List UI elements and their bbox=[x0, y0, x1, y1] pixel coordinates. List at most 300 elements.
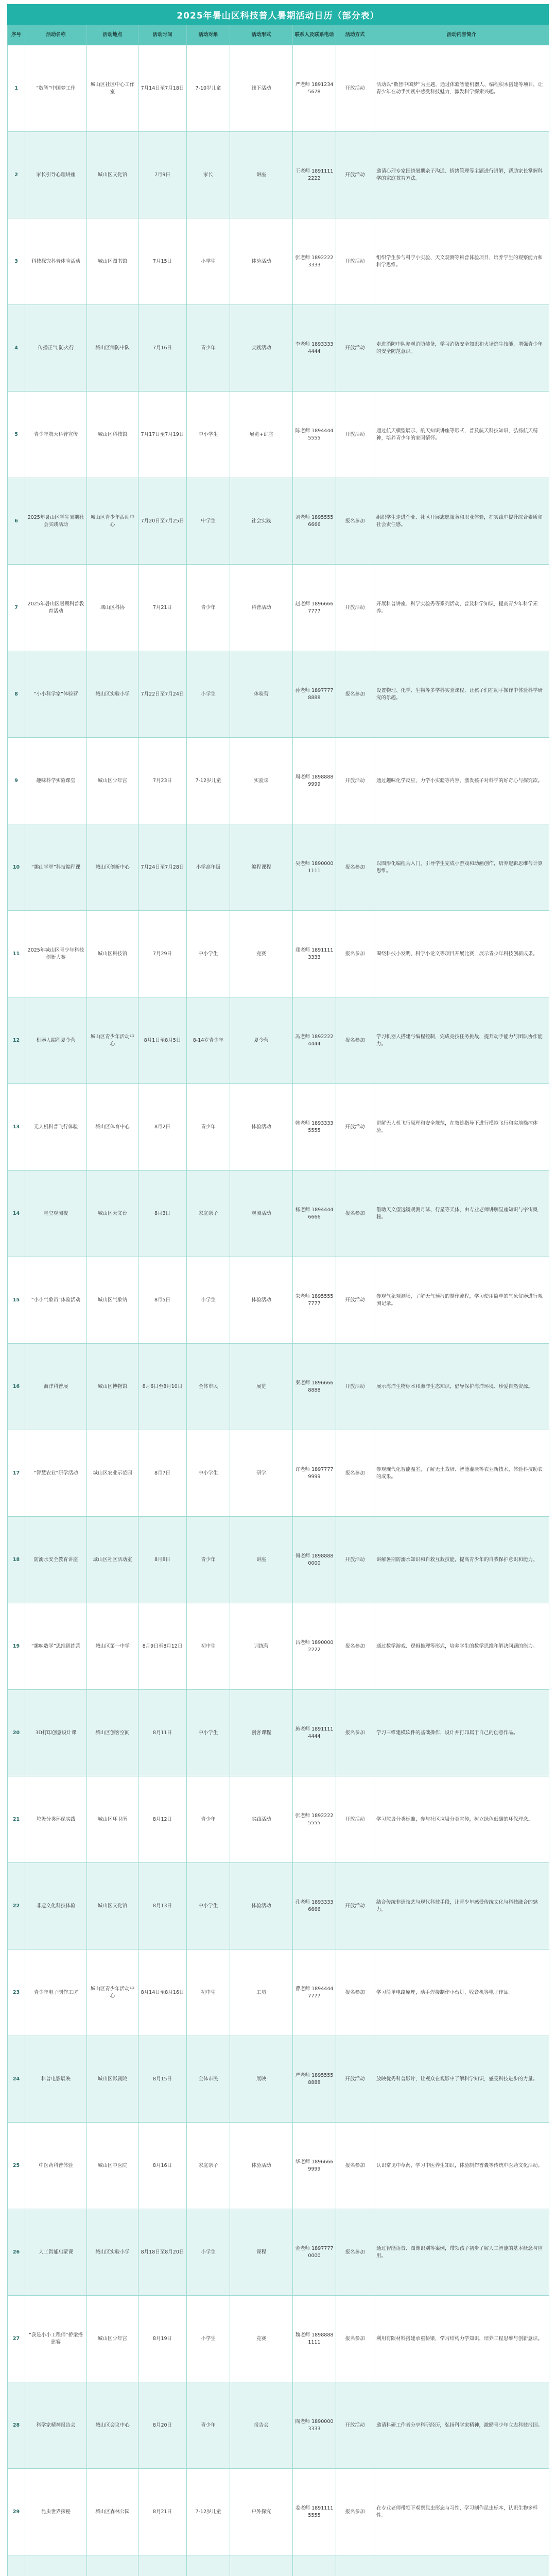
activity-description: 通过趣味化学反应、力学小实验等内容，激发孩子对科学的好奇心与探究欲。 bbox=[374, 738, 549, 824]
contact-info: 孔老师 18933336666 bbox=[293, 1863, 336, 1950]
activity-form: 体验活动 bbox=[230, 1257, 293, 1344]
activity-location: 城山区实验小学 bbox=[87, 651, 138, 738]
activity-form: 社会实践 bbox=[230, 478, 293, 565]
activity-name: 人工智能启蒙课 bbox=[25, 2209, 87, 2296]
activity-name: “智慧农业”研学活动 bbox=[25, 1430, 87, 1517]
activity-mode: 开放活动 bbox=[336, 218, 374, 305]
row-index: 18 bbox=[8, 1517, 25, 1603]
activity-audience: 家长 bbox=[187, 132, 230, 218]
activity-audience: 小学生 bbox=[187, 218, 230, 305]
table-row bbox=[8, 1863, 549, 1950]
activity-time: 8月13日 bbox=[138, 1863, 187, 1950]
contact-info: 韩老师 18933335555 bbox=[293, 1084, 336, 1171]
row-index: 4 bbox=[8, 305, 25, 392]
activity-location: 城山区创客空间 bbox=[87, 1690, 138, 1776]
activity-location: 城山区科技馆 bbox=[87, 911, 138, 997]
activity-mode: 报名参加 bbox=[336, 824, 374, 911]
row-index: 11 bbox=[8, 911, 25, 997]
contact-info: 张老师 18922223333 bbox=[293, 218, 336, 305]
activity-description: 结合传统非遗技艺与现代科技手段，让青少年感受传统文化与科技融合的魅力。 bbox=[374, 1863, 549, 1950]
activity-description: 邀请心理专家围绕暑期亲子沟通、情绪管理等主题进行讲解，帮助家长掌握科学的家庭教育方法。 bbox=[374, 132, 549, 218]
activity-time: 8月14日至8月16日 bbox=[138, 1950, 187, 2036]
activity-name: 昆虫世界探秘 bbox=[25, 2469, 87, 2555]
activity-time: 8月18日至8月20日 bbox=[138, 2209, 187, 2296]
column-header: 活动形式 bbox=[230, 25, 293, 45]
activity-time: 8月20日 bbox=[138, 2382, 187, 2469]
activity-description: 邀请科研工作者分享科研经历，弘扬科学家精神，激励青少年立志科技报国。 bbox=[374, 2382, 549, 2469]
activity-time: 8月19日 bbox=[138, 2296, 187, 2382]
activity-time bbox=[138, 2555, 187, 2576]
activity-location: 城山区创新中心 bbox=[87, 824, 138, 911]
activity-location: 城山区森林公园 bbox=[87, 2469, 138, 2555]
activity-time: 8月7日 bbox=[138, 1430, 187, 1517]
table-row bbox=[8, 997, 549, 1084]
row-index bbox=[8, 2555, 25, 2576]
activity-audience: 初中生 bbox=[187, 1950, 230, 2036]
activity-mode: 开放活动 bbox=[336, 392, 374, 478]
activity-mode: 报名参加 bbox=[336, 2296, 374, 2382]
activity-form: 户外探究 bbox=[230, 2469, 293, 2555]
activity-name: “趣山学堂”科技编程课 bbox=[25, 824, 87, 911]
activity-location: 城山区社区中心工作室 bbox=[87, 45, 138, 132]
activity-location: 城山区体育中心 bbox=[87, 1084, 138, 1171]
activity-time: 7月22日至7月24日 bbox=[138, 651, 187, 738]
activity-description: 开展科普讲座、科学实验秀等系列活动，普及科学知识，提高青少年科学素养。 bbox=[374, 565, 549, 651]
activity-description: 讲解暑期防溺水知识和自救互救技能，提高青少年的自我保护意识和能力。 bbox=[374, 1517, 549, 1603]
activity-description: 走进消防中队参观消防装备，学习消防安全知识和火场逃生技能，增强青少年的安全防范意识。 bbox=[374, 305, 549, 392]
activity-form: 展览+讲座 bbox=[230, 392, 293, 478]
activity-audience: 中小学生 bbox=[187, 1863, 230, 1950]
activity-location: 城山区消防中队 bbox=[87, 305, 138, 392]
activity-mode: 开放活动 bbox=[336, 1776, 374, 1863]
activity-name: “我是小小工程师”桥梁搭建赛 bbox=[25, 2296, 87, 2382]
activity-mode: 开放活动 bbox=[336, 2036, 374, 2123]
table-row bbox=[8, 738, 549, 824]
activity-time: 8月6日至8月10日 bbox=[138, 1344, 187, 1430]
activity-time: 8月1日至8月5日 bbox=[138, 997, 187, 1084]
activity-form: 科普活动 bbox=[230, 565, 293, 651]
column-header: 序号 bbox=[8, 25, 25, 45]
row-index: 15 bbox=[8, 1257, 25, 1344]
row-index: 5 bbox=[8, 392, 25, 478]
activity-name: 无人机科普飞行体验 bbox=[25, 1084, 87, 1171]
activity-name: 科学家精神报告会 bbox=[25, 2382, 87, 2469]
row-index: 19 bbox=[8, 1603, 25, 1690]
activity-location: 城山区博物馆 bbox=[87, 1344, 138, 1430]
activity-audience: 小学生 bbox=[187, 1257, 230, 1344]
activity-time: 8月8日 bbox=[138, 1517, 187, 1603]
table-row bbox=[8, 2036, 549, 2123]
activity-mode: 开放活动 bbox=[336, 1257, 374, 1344]
activity-location: 城山区社区活动室 bbox=[87, 1517, 138, 1603]
row-index: 27 bbox=[8, 2296, 25, 2382]
activity-time: 7月29日 bbox=[138, 911, 187, 997]
activity-audience: 初中生 bbox=[187, 1603, 230, 1690]
table-row bbox=[8, 218, 549, 305]
activity-form: 研学 bbox=[230, 1430, 293, 1517]
activity-audience: 全体市民 bbox=[187, 2036, 230, 2123]
activity-mode: 报名参加 bbox=[336, 651, 374, 738]
activity-description: 讲解无人机飞行原理和安全规范，在教练指导下进行模拟飞行和实地操控体验。 bbox=[374, 1084, 549, 1171]
activity-location: 城山区气象站 bbox=[87, 1257, 138, 1344]
table-row bbox=[8, 132, 549, 218]
activity-audience: 青少年 bbox=[187, 1776, 230, 1863]
activity-name: 家长引导心理讲座 bbox=[25, 132, 87, 218]
activity-mode: 报名参加 bbox=[336, 1690, 374, 1776]
activity-description bbox=[374, 2555, 549, 2576]
activity-name: 科普电影展映 bbox=[25, 2036, 87, 2123]
activity-form: 竞赛 bbox=[230, 911, 293, 997]
contact-info: 秦老师 18966668888 bbox=[293, 1344, 336, 1430]
activity-name: 2025年暑山区学生暑期社会实践活动 bbox=[25, 478, 87, 565]
activity-location: 城山区天文台 bbox=[87, 1171, 138, 1257]
activity-name: 2025年城山区青少年科技创新大赛 bbox=[25, 911, 87, 997]
activity-description: 学习三维建模软件的基础操作，设计并打印属于自己的创意作品。 bbox=[374, 1690, 549, 1776]
table-body bbox=[8, 45, 549, 2576]
activity-description: 以图形化编程为入门，引导学生完成小游戏和动画创作，培养逻辑思维与计算思维。 bbox=[374, 824, 549, 911]
activity-location: 城山区青少年活动中心 bbox=[87, 997, 138, 1084]
activity-form: 展览 bbox=[230, 1344, 293, 1430]
table-row bbox=[8, 1257, 549, 1344]
activity-location: 城山区少年宫 bbox=[87, 738, 138, 824]
table-row bbox=[8, 478, 549, 565]
row-index: 28 bbox=[8, 2382, 25, 2469]
contact-info: 陶老师 18900003333 bbox=[293, 2382, 336, 2469]
activity-audience: 青少年 bbox=[187, 2382, 230, 2469]
activity-audience: 家庭亲子 bbox=[187, 1171, 230, 1257]
activity-mode: 报名参加 bbox=[336, 911, 374, 997]
activity-location: 城山区实验小学 bbox=[87, 2209, 138, 2296]
activity-audience: 7-12岁儿童 bbox=[187, 738, 230, 824]
activity-description: 组织学生参与科学小实验、天文观测等科普体验项目，培养学生的观察能力和科学思维。 bbox=[374, 218, 549, 305]
activity-name: 中医药科普体验 bbox=[25, 2123, 87, 2209]
contact-info: 孙老师 18977778888 bbox=[293, 651, 336, 738]
contact-info: 姜老师 18911115555 bbox=[293, 2469, 336, 2555]
activity-description: 学习垃圾分类标准，参与社区垃圾分类宣传，树立绿色低碳的环保理念。 bbox=[374, 1776, 549, 1863]
activity-location: 城山区会议中心 bbox=[87, 2382, 138, 2469]
activity-mode: 开放活动 bbox=[336, 565, 374, 651]
row-index: 13 bbox=[8, 1084, 25, 1171]
activity-location: 城山区图书馆 bbox=[87, 218, 138, 305]
activity-audience: 青少年 bbox=[187, 1084, 230, 1171]
row-index: 21 bbox=[8, 1776, 25, 1863]
activity-name: 趣味科学实验课堂 bbox=[25, 738, 87, 824]
activity-audience: 中小学生 bbox=[187, 1690, 230, 1776]
schedule-table bbox=[7, 25, 549, 2576]
activity-description: 放映优秀科普影片，让观众在观影中了解科学知识，感受科技进步的力量。 bbox=[374, 2036, 549, 2123]
activity-audience: 中小学生 bbox=[187, 392, 230, 478]
activity-name: 青少年电子制作工坊 bbox=[25, 1950, 87, 2036]
activity-mode: 报名参加 bbox=[336, 478, 374, 565]
activity-name: “趣味数学”思维训练营 bbox=[25, 1603, 87, 1690]
activity-time: 7月17日至7月19日 bbox=[138, 392, 187, 478]
activity-form: 讲座 bbox=[230, 132, 293, 218]
activity-audience: 小学生 bbox=[187, 2296, 230, 2382]
contact-info: 严老师 18912345678 bbox=[293, 45, 336, 132]
row-index: 1 bbox=[8, 45, 25, 132]
activity-name: 3D打印创意设计课 bbox=[25, 1690, 87, 1776]
activity-form: 体验活动 bbox=[230, 1084, 293, 1171]
activity-description: 设置物理、化学、生物等多学科实验课程，让孩子们在动手操作中体验科学研究的乐趣。 bbox=[374, 651, 549, 738]
activity-name: 星空观测夜 bbox=[25, 1171, 87, 1257]
row-index: 3 bbox=[8, 218, 25, 305]
activity-form: 展映 bbox=[230, 2036, 293, 2123]
activity-audience: 中小学生 bbox=[187, 911, 230, 997]
activity-description: 认识常见中草药，学习中医养生知识，体验制作香囊等传统中医药文化活动。 bbox=[374, 2123, 549, 2209]
activity-name: “数智”中国梦工作 bbox=[25, 45, 87, 132]
contact-info: 施老师 18911114444 bbox=[293, 1690, 336, 1776]
activity-description: 通过智能语音、图像识别等案例，带领孩子初步了解人工智能的基本概念与应用。 bbox=[374, 2209, 549, 2296]
contact-info: 魏老师 18988881111 bbox=[293, 2296, 336, 2382]
contact-info: 张老师 18922225555 bbox=[293, 1776, 336, 1863]
contact-info: 严老师 18955558888 bbox=[293, 2036, 336, 2123]
row-index: 12 bbox=[8, 997, 25, 1084]
activity-audience: 小学生 bbox=[187, 651, 230, 738]
activity-location: 城山区农业示范园 bbox=[87, 1430, 138, 1517]
row-index: 8 bbox=[8, 651, 25, 738]
activity-mode: 报名参加 bbox=[336, 1430, 374, 1517]
activity-mode: 开放活动 bbox=[336, 305, 374, 392]
activity-form bbox=[230, 2555, 293, 2576]
table-row bbox=[8, 2469, 549, 2555]
activity-mode: 开放活动 bbox=[336, 1084, 374, 1171]
table-row bbox=[8, 1171, 549, 1257]
column-header: 活动方式 bbox=[336, 25, 374, 45]
activity-time: 7月9日 bbox=[138, 132, 187, 218]
contact-info: 何老师 18988880000 bbox=[293, 1517, 336, 1603]
activity-name: “小小科学家”体验营 bbox=[25, 651, 87, 738]
activity-audience: 7-10岁儿童 bbox=[187, 45, 230, 132]
activity-description: 组织学生走进企业、社区开展志愿服务和职业体验，在实践中提升综合素质和社会责任感。 bbox=[374, 478, 549, 565]
table-row bbox=[8, 2296, 549, 2382]
contact-info: 吕老师 18900002222 bbox=[293, 1603, 336, 1690]
activity-name: “小小气象员”体验活动 bbox=[25, 1257, 87, 1344]
activity-mode: 开放活动 bbox=[336, 45, 374, 132]
activity-mode: 开放活动 bbox=[336, 1344, 374, 1430]
row-index: 23 bbox=[8, 1950, 25, 2036]
row-index: 22 bbox=[8, 1863, 25, 1950]
activity-audience: 全体市民 bbox=[187, 1344, 230, 1430]
activity-form: 体验活动 bbox=[230, 1863, 293, 1950]
contact-info: 王老师 18911112222 bbox=[293, 132, 336, 218]
activity-time: 8月21日 bbox=[138, 2469, 187, 2555]
activity-audience: 小学生 bbox=[187, 2209, 230, 2296]
activity-form: 实践活动 bbox=[230, 1776, 293, 1863]
column-header: 活动内容简介 bbox=[374, 25, 549, 45]
activity-time: 8月3日 bbox=[138, 1171, 187, 1257]
activity-form: 讲座 bbox=[230, 1517, 293, 1603]
row-index: 20 bbox=[8, 1690, 25, 1776]
activity-time: 8月12日 bbox=[138, 1776, 187, 1863]
column-header: 活动对象 bbox=[187, 25, 230, 45]
row-index: 29 bbox=[8, 2469, 25, 2555]
table-row bbox=[8, 2209, 549, 2296]
contact-info: 杨老师 18944446666 bbox=[293, 1171, 336, 1257]
activity-form: 体验营 bbox=[230, 651, 293, 738]
contact-info: 李老师 18933334444 bbox=[293, 305, 336, 392]
table-row bbox=[8, 1950, 549, 2036]
activity-form: 实验课 bbox=[230, 738, 293, 824]
activity-audience: 7-12岁儿童 bbox=[187, 2469, 230, 2555]
table-row bbox=[8, 392, 549, 478]
table-row bbox=[8, 911, 549, 997]
activity-form: 工坊 bbox=[230, 1950, 293, 2036]
activity-mode bbox=[336, 2555, 374, 2576]
table-row bbox=[8, 1430, 549, 1517]
table-row bbox=[8, 45, 549, 132]
activity-name bbox=[25, 2555, 87, 2576]
activity-form: 创客课程 bbox=[230, 1690, 293, 1776]
row-index: 16 bbox=[8, 1344, 25, 1430]
activity-description: 借助天文望远镜观测月球、行星等天体，由专业老师讲解星座知识与宇宙奥秘。 bbox=[374, 1171, 549, 1257]
column-header: 活动名称 bbox=[25, 25, 87, 45]
row-index: 14 bbox=[8, 1171, 25, 1257]
table-header-row bbox=[8, 25, 549, 45]
activity-description: 通过航天模型展示、航天知识讲座等形式，普及航天科技知识，弘扬航天精神，培养青少年的家国情怀。 bbox=[374, 392, 549, 478]
contact-info: 郑老师 18911113333 bbox=[293, 911, 336, 997]
activity-location: 城山区青少年活动中心 bbox=[87, 478, 138, 565]
activity-form: 夏令营 bbox=[230, 997, 293, 1084]
activity-location: 城山区环卫所 bbox=[87, 1776, 138, 1863]
table-row bbox=[8, 1776, 549, 1863]
activity-name: 海洋科普展 bbox=[25, 1344, 87, 1430]
row-index: 7 bbox=[8, 565, 25, 651]
activity-description: 参观气象观测场，了解天气预报的制作流程，学习使用简单的气象仪器进行观测记录。 bbox=[374, 1257, 549, 1344]
contact-info: 陈老师 18944445555 bbox=[293, 392, 336, 478]
contact-info: 刘老师 18955556666 bbox=[293, 478, 336, 565]
activity-audience bbox=[187, 2555, 230, 2576]
contact-info bbox=[293, 2555, 336, 2576]
table-row bbox=[8, 651, 549, 738]
activity-description: 学习简单电路原理，动手焊接制作小台灯、收音机等电子作品。 bbox=[374, 1950, 549, 2036]
activity-name: 非遗文化科技体验 bbox=[25, 1863, 87, 1950]
activity-description: 展示海洋生物标本和海洋生态知识，倡导保护海洋环境、珍爱自然资源。 bbox=[374, 1344, 549, 1430]
activity-mode: 报名参加 bbox=[336, 1950, 374, 2036]
activity-time: 7月14日至7月18日 bbox=[138, 45, 187, 132]
contact-info: 吴老师 18900001111 bbox=[293, 824, 336, 911]
activity-audience: 中小学生 bbox=[187, 1430, 230, 1517]
activity-location: 城山区科技馆 bbox=[87, 392, 138, 478]
activity-location: 城山区文化馆 bbox=[87, 132, 138, 218]
activity-location: 城山区科协 bbox=[87, 565, 138, 651]
activity-name: 科技探究科普体验活动 bbox=[25, 218, 87, 305]
activity-form: 训练营 bbox=[230, 1603, 293, 1690]
activity-time: 8月16日 bbox=[138, 2123, 187, 2209]
row-index: 9 bbox=[8, 738, 25, 824]
activity-description: 利用有限材料搭建承重桥梁，学习结构力学知识，培养工程思维与创新意识。 bbox=[374, 2296, 549, 2382]
activity-location: 城山区第一中学 bbox=[87, 1603, 138, 1690]
row-index: 26 bbox=[8, 2209, 25, 2296]
column-header: 活动时间 bbox=[138, 25, 187, 45]
activity-time: 7月16日 bbox=[138, 305, 187, 392]
table-row bbox=[8, 2382, 549, 2469]
activity-name: 垃圾分类环保实践 bbox=[25, 1776, 87, 1863]
activity-mode: 报名参加 bbox=[336, 997, 374, 1084]
activity-mode: 开放活动 bbox=[336, 1517, 374, 1603]
table-row bbox=[8, 824, 549, 911]
row-index: 6 bbox=[8, 478, 25, 565]
column-header: 联系人及联系电话 bbox=[293, 25, 336, 45]
table-row bbox=[8, 565, 549, 651]
activity-audience: 青少年 bbox=[187, 565, 230, 651]
activity-location: 城山区文化馆 bbox=[87, 1863, 138, 1950]
table-row bbox=[8, 2123, 549, 2209]
activity-audience: 青少年 bbox=[187, 305, 230, 392]
activity-location bbox=[87, 2555, 138, 2576]
activity-form: 体验活动 bbox=[230, 2123, 293, 2209]
activity-audience: 青少年 bbox=[187, 1517, 230, 1603]
activity-location: 城山区少年宫 bbox=[87, 2296, 138, 2382]
activity-form: 竞赛 bbox=[230, 2296, 293, 2382]
activity-mode: 开放活动 bbox=[336, 738, 374, 824]
activity-description: 围绕科技小发明、科学小论文等项目开展比赛，展示青少年科技创新成果。 bbox=[374, 911, 549, 997]
activity-description: 活动以“数智中国梦”为主题，通过体验智能机器人、编程积木搭建等项目，让青少年在动手实践中感受科技魅力，激发科学探索兴趣。 bbox=[374, 45, 549, 132]
contact-info: 朱老师 18955557777 bbox=[293, 1257, 336, 1344]
page-title-text: 2025年暑山区科技普人暑期活动日历（部分表） bbox=[177, 10, 379, 21]
activity-time: 8月9日至8月12日 bbox=[138, 1603, 187, 1690]
table-row bbox=[8, 2555, 549, 2576]
contact-info: 周老师 18988889999 bbox=[293, 738, 336, 824]
table-row bbox=[8, 1603, 549, 1690]
activity-time: 8月2日 bbox=[138, 1084, 187, 1171]
activity-audience: 中学生 bbox=[187, 478, 230, 565]
activity-time: 7月20日至7月25日 bbox=[138, 478, 187, 565]
activity-name: 机器人编程夏令营 bbox=[25, 997, 87, 1084]
activity-mode: 报名参加 bbox=[336, 2123, 374, 2209]
contact-info: 华老师 18966669999 bbox=[293, 2123, 336, 2209]
table-row bbox=[8, 305, 549, 392]
table-row bbox=[8, 1344, 549, 1430]
activity-description: 通过数学游戏、逻辑推理等形式，培养学生的数学思维和解决问题的能力。 bbox=[374, 1603, 549, 1690]
activity-name: 青少年航天科普宣传 bbox=[25, 392, 87, 478]
activity-form: 编程课程 bbox=[230, 824, 293, 911]
contact-info: 许老师 18977779999 bbox=[293, 1430, 336, 1517]
activity-audience: 家庭亲子 bbox=[187, 2123, 230, 2209]
column-header: 活动地点 bbox=[87, 25, 138, 45]
contact-info: 金老师 18977770000 bbox=[293, 2209, 336, 2296]
activity-time: 8月11日 bbox=[138, 1690, 187, 1776]
row-index: 25 bbox=[8, 2123, 25, 2209]
activity-form: 报告会 bbox=[230, 2382, 293, 2469]
contact-info: 赵老师 18966667777 bbox=[293, 565, 336, 651]
activity-time: 7月15日 bbox=[138, 218, 187, 305]
activity-audience: 8-14岁青少年 bbox=[187, 997, 230, 1084]
activity-name: 传播正气 防火行 bbox=[25, 305, 87, 392]
activity-time: 7月24日至7月28日 bbox=[138, 824, 187, 911]
activity-name: 防溺水安全教育讲座 bbox=[25, 1517, 87, 1603]
table-row bbox=[8, 1084, 549, 1171]
activity-time: 8月15日 bbox=[138, 2036, 187, 2123]
activity-mode: 报名参加 bbox=[336, 1171, 374, 1257]
row-index: 24 bbox=[8, 2036, 25, 2123]
activity-description: 参观现代化智能温室，了解无土栽培、智能灌溉等农业新技术，体验科技助农的成果。 bbox=[374, 1430, 549, 1517]
activity-form: 体验活动 bbox=[230, 218, 293, 305]
activity-mode: 开放活动 bbox=[336, 1863, 374, 1950]
activity-description: 学习机器人搭建与编程控制，完成竞技任务挑战，提升动手能力与团队协作能力。 bbox=[374, 997, 549, 1084]
activity-time: 7月23日 bbox=[138, 738, 187, 824]
row-index: 17 bbox=[8, 1430, 25, 1517]
contact-info: 冯老师 18922224444 bbox=[293, 997, 336, 1084]
activity-audience: 小学高年级 bbox=[187, 824, 230, 911]
activity-description: 在专业老师带领下观察昆虫形态与习性，学习制作昆虫标本，认识生物多样性。 bbox=[374, 2469, 549, 2555]
row-index: 10 bbox=[8, 824, 25, 911]
activity-mode: 开放活动 bbox=[336, 2382, 374, 2469]
row-index: 2 bbox=[8, 132, 25, 218]
activity-time: 7月21日 bbox=[138, 565, 187, 651]
activity-mode: 报名参加 bbox=[336, 1603, 374, 1690]
activity-form: 实践活动 bbox=[230, 305, 293, 392]
activity-mode: 报名参加 bbox=[336, 2209, 374, 2296]
